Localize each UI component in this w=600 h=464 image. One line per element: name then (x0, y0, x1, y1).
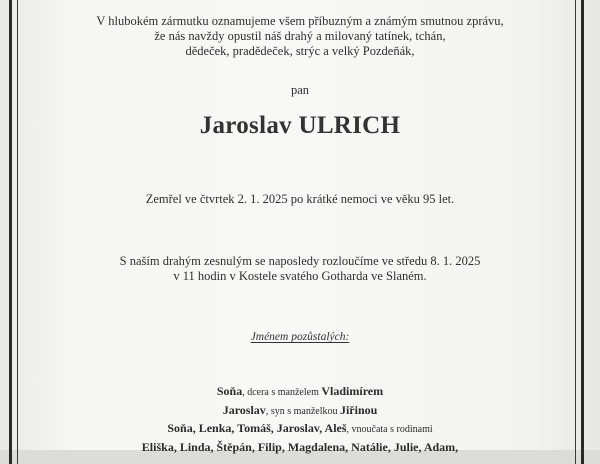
mourners-heading (26, 331, 574, 343)
funeral-line-1: S naším drahým zesnulým se naposledy rozloučíme ve středu 8. 1. 2025 (119, 254, 481, 268)
deceased-name: Jaroslav ULRICH (199, 112, 401, 139)
honorific: pan (290, 83, 310, 97)
family-list (26, 383, 574, 457)
intro-text (26, 14, 574, 59)
funeral-notice (26, 254, 574, 284)
mourners-heading-text: Jménem pozůstalých: (250, 331, 350, 343)
family-row: Jaroslav, syn s manželkou Jiřinou (222, 402, 378, 417)
family-row: Soňa, dcera s manželem Vladimírem (216, 384, 384, 398)
intro-line-1: V hlubokém zármutku oznamujeme všem příbuzným a známým smutnou zprávu, (96, 14, 504, 28)
intro-line-2: že nás navždy opustil náš drahý a milovaný tatínek, tchán, (154, 29, 446, 43)
family-row: Soňa, Lenka, Tomáš, Jaroslav, Aleš, vnoučata s rodinami (167, 421, 433, 435)
intro-line-3: dědeček, pradědeček, strýc a velký Pozdeňák, (185, 44, 415, 58)
death-notice: Zemřel ve čtvrtek 2. 1. 2025 po krátké nemoci ve věku 95 let. (145, 192, 455, 206)
funeral-line-2: v 11 hodin v Kostele svatého Gotharda ve Slaném. (173, 269, 427, 283)
family-row: Eliška, Linda, Štěpán, Filip, Magdalena, Natálie, Julie, Adam, (141, 439, 459, 454)
